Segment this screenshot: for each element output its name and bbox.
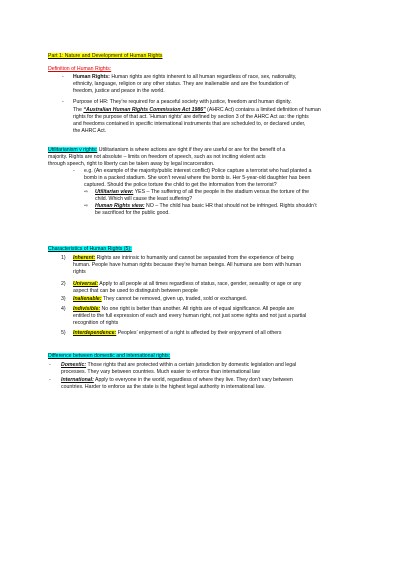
part-title [48,53,162,59]
characteristic-inherent-line-1 [73,255,294,261]
bullet-dash: - [62,74,64,80]
ahrc-post: (AHRC Act) contains a limited definition of human [205,107,321,113]
dom-int-heading: Difference between domestic and international rights: [48,353,171,359]
ahrc-pre: The [73,107,84,113]
characteristic-universal-line-1 [73,281,301,287]
characteristic-universal-line-2: aspect that can be used to distinguish between people [73,288,198,294]
bullet-dash: - [49,377,51,383]
characteristic-text: No one right is better than another. All rights are of equal significance. All people are [100,306,295,312]
arrow-icon: ⇨ [84,189,89,195]
ahrc-act-title: “Australian Human Rights Commission Act 1986” [83,107,206,113]
dom-int-heading-line [48,353,170,359]
list-number: 4) [61,306,66,312]
arrow-icon: ⇨ [84,203,89,209]
domestic-text: Those rights that are protected within a certain jurisdiction by domestic legislation and legal [86,362,297,368]
hr-text: Human rights are rights inherent to all human regardless of race, sex, nationality, [109,74,297,80]
definition-heading: Definition of Human Rights: [48,66,112,72]
part-title-text: Part 1: Nature and Development of Human Rights [48,53,163,59]
characteristic-indivisible-line-3: recognition of rights [73,320,119,326]
hr-definition-line-3: freedom, justice and peace in the world. [73,88,165,94]
international-text: Apply to everyone in the world, regardless of where they live. They don’t vary between [93,377,293,383]
ahrc-line-4: the AHRC Act. [73,128,107,134]
hr-definition-line-1 [73,74,296,80]
ahrc-line-2: rights for the purpose of that act. ‘Human rights’ are defined by section 3 of the AHRC Act as: the rights [73,114,309,120]
domestic-label: Domestic: [61,362,87,368]
bullet-dash: - [49,362,51,368]
example-line-2: bomb in a packed stadium. She won’t reveal where the bomb is. Her 5-year-old daughter has been [84,175,311,181]
ahrc-line-3: and freedoms contained in specific international instruments that are scheduled to, or declared under, [73,121,306,127]
utilitarian-view-line-2: child. Which will cause the least suffering? [95,196,193,202]
characteristic-text: Apply to all people at all times regardless of status, race, gender, sexuality or age or any [98,281,302,287]
list-number: 1) [61,255,66,261]
characteristic-text: Rights are intrinsic to humanity and cannot be separated from the experience of being [95,255,294,261]
hr-view-line-2: be sacrificed for the public good. [95,210,170,216]
purpose-line: Purpose of HR: They’re required for a peaceful society with justice, freedom and human dignity. [73,99,292,105]
bullet-dash: - [73,168,75,174]
domestic-line-1 [61,362,296,368]
utilitarian-view-text: YES – The suffering of all the people in the stadium versus the torture of the [133,189,309,195]
utilitarian-view-label: Utilitarian view: [95,189,134,195]
ahrc-line-1 [73,107,321,113]
bullet-dash: - [62,99,64,105]
characteristic-indivisible-line-1 [73,306,294,312]
list-number: 3) [61,296,66,302]
utilitarianism-heading: Utilitarianism v rights: [48,147,98,153]
utilitarianism-line-2: majority. Rights are not absolute – limits on freedom of speech, such as not inciting violent acts [48,154,266,160]
characteristics-heading: Characteristics of Human Rights (5): [48,246,132,252]
characteristic-label: Interdependence: [73,330,117,336]
characteristic-inherent-line-3: rights [73,269,86,275]
characteristic-text: Peoples’ enjoyment of a right is affected by their enjoyment of all others [116,330,282,336]
list-number: 5) [61,330,66,336]
utilitarianism-line-3: through speech, right to liberty can be taken away by legal incarceration. [48,161,215,167]
utilitarianism-text: Utilitarianism is where actions are right if they are useful or are for the benefit of a [97,147,286,153]
example-line-1: e.g. (An example of the majority/public interest conflict) Police capture a terrorist who had planted a [84,168,312,174]
hr-definition-line-2: ethnicity, language, religion or any other status. They are inalienable and are the foundation of [73,81,289,87]
characteristic-label: Indivisible: [73,306,101,312]
list-number: 2) [61,281,66,287]
characteristic-interdependence-line-1 [73,330,281,336]
hr-view-line-1 [95,203,317,209]
hr-view-text: NO – The child has basic HR that should not be infringed. Rights shouldn’t [144,203,317,209]
characteristics-heading-line [48,246,132,252]
international-label: International: [61,377,94,383]
characteristic-text: They cannot be removed, given up, traded, sold or exchanged. [101,296,248,302]
characteristic-inherent-line-2: human. People have human rights because they’re human beings. All humans are born with human [73,262,302,268]
characteristic-label: Inalienable: [73,296,102,302]
international-line-2: countries. Harder to enforce as the state is the highest legal authority in international law. [61,384,265,390]
characteristic-label: Inherent: [73,255,96,261]
characteristic-label: Universal: [73,281,99,287]
hr-label: Human Rights: [73,74,110,80]
international-line-1 [61,377,293,383]
domestic-line-2: processes. They vary between countries. Much easier to enforce than international law [61,369,260,375]
characteristic-indivisible-line-2: entitled to the full expression of each and every human right, not just some rights and not just a partial [73,313,307,319]
utilitarianism-line-1 [48,147,285,153]
characteristic-inalienable-line-1 [73,296,247,302]
example-line-3: captured. Should the police torture the child to get the information from the terrorist? [84,182,277,188]
utilitarian-view-line-1 [95,189,309,195]
hr-view-label: Human Rights view: [95,203,145,209]
